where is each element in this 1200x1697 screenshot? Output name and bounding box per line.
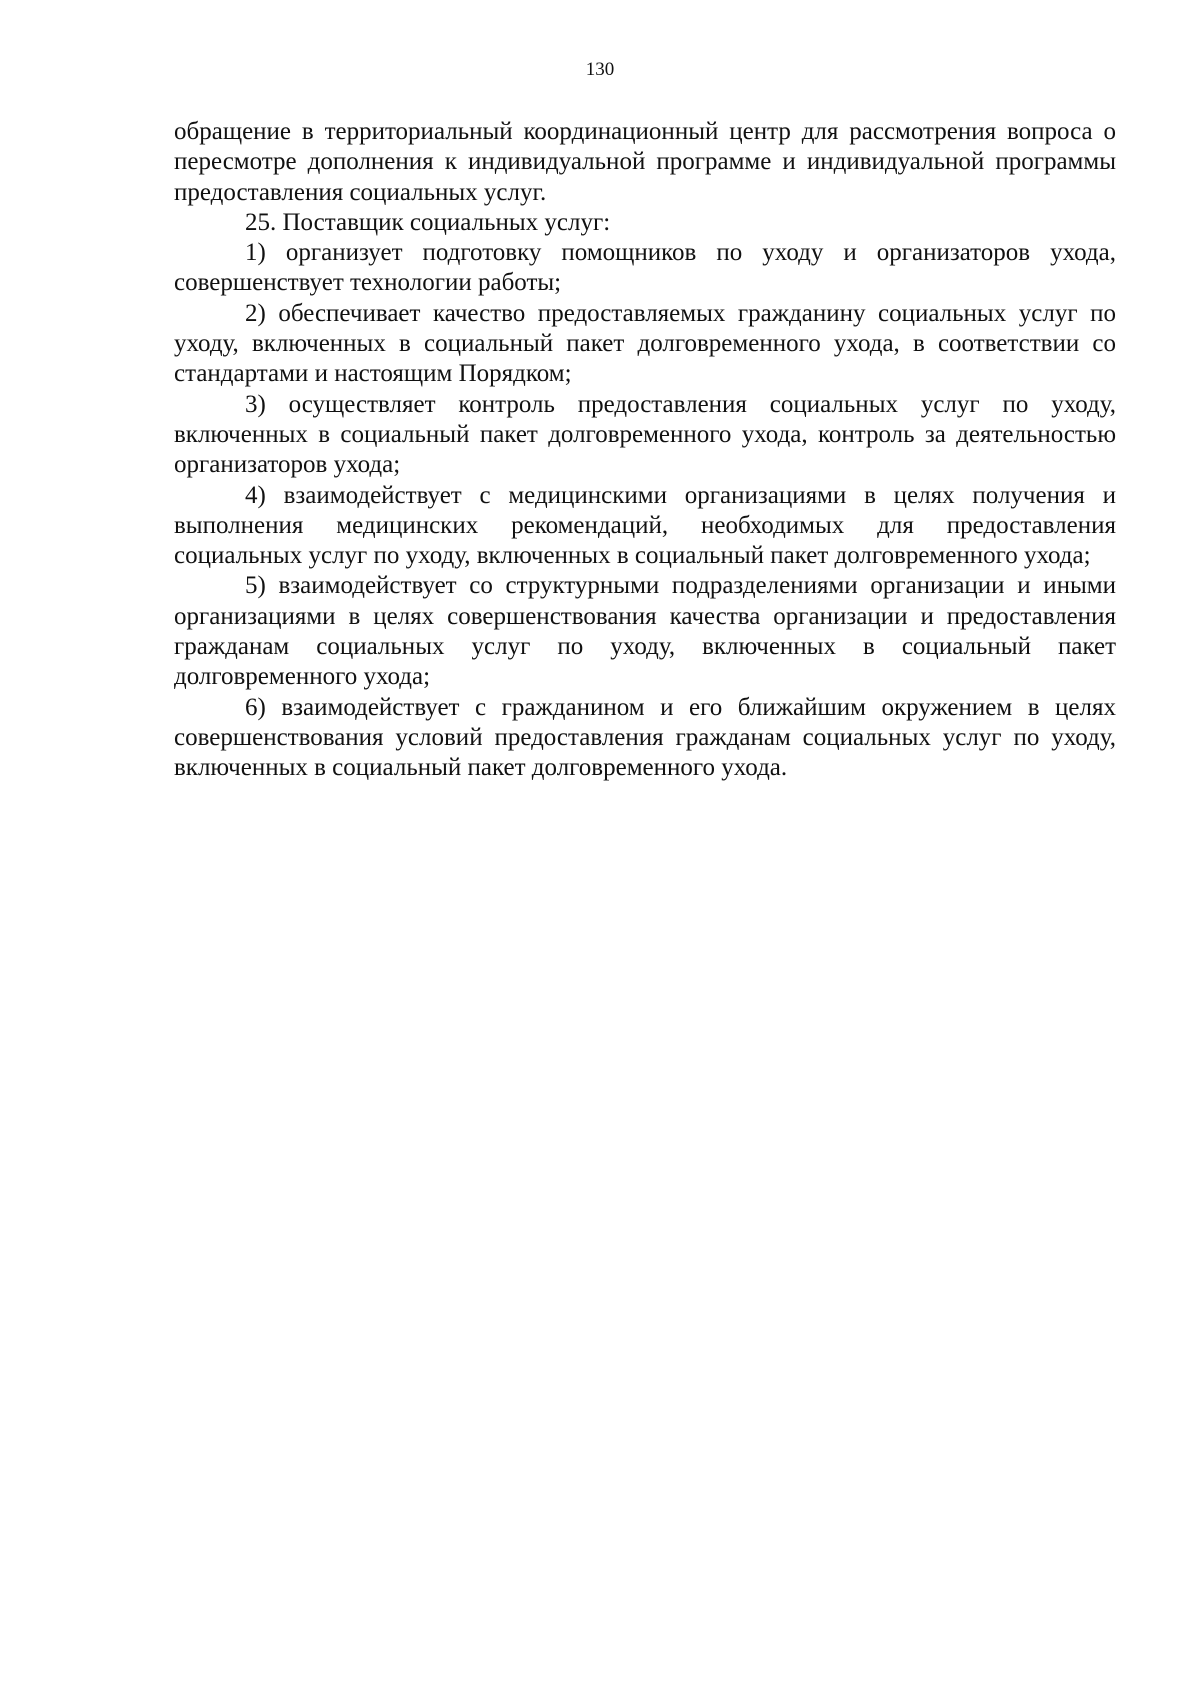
paragraph-item-2: 2) обеспечивает качество предоставляемых гражданину социальных услуг по уходу, включенных в социальный пакет долговременного ухода, в соответствии со стандартами и настоящим Порядком; [174, 299, 1116, 388]
paragraph-item-3: 3) осуществляет контроль предоставления социальных услуг по уходу, включенных в социальный пакет долговременного ухода, контроль за деятельностью организаторов ухода; [174, 390, 1116, 479]
paragraph-continuation: обращение в территориальный координационный центр для рассмотрения вопроса о пересмотре дополнения к индивидуальной программе и индивидуальной программы предоставления социальных услуг. [174, 118, 1116, 206]
paragraph-item-6: 6) взаимодействует с гражданином и его ближайшим окружением в целях совершенствования условий предоставления гражданам социальных услуг по уходу, включенных в социальный пакет долговременного ухода. [174, 693, 1116, 782]
page-number: 130 [585, 59, 615, 80]
paragraph-item-5: 5) взаимодействует со структурными подразделениями организации и иными организациями в целях совершенствования качества организации и предоставления гражданам социальных услуг по уходу, включенных в социальный пакет долговременного ухода; [174, 572, 1116, 691]
paragraph-item-4: 4) взаимодействует с медицинскими организациями в целях получения и выполнения медицинских рекомендаций, необходимых для предоставления социальных услуг по уходу, включенных в социальный пакет долговременного ухода; [174, 481, 1116, 570]
paragraph-item-1: 1) организует подготовку помощников по уходу и организаторов ухода, совершенствует технологии работы; [174, 239, 1116, 297]
paragraph-clause-25: 25. Поставщик социальных услуг: [245, 208, 611, 236]
document-body [174, 117, 1116, 784]
